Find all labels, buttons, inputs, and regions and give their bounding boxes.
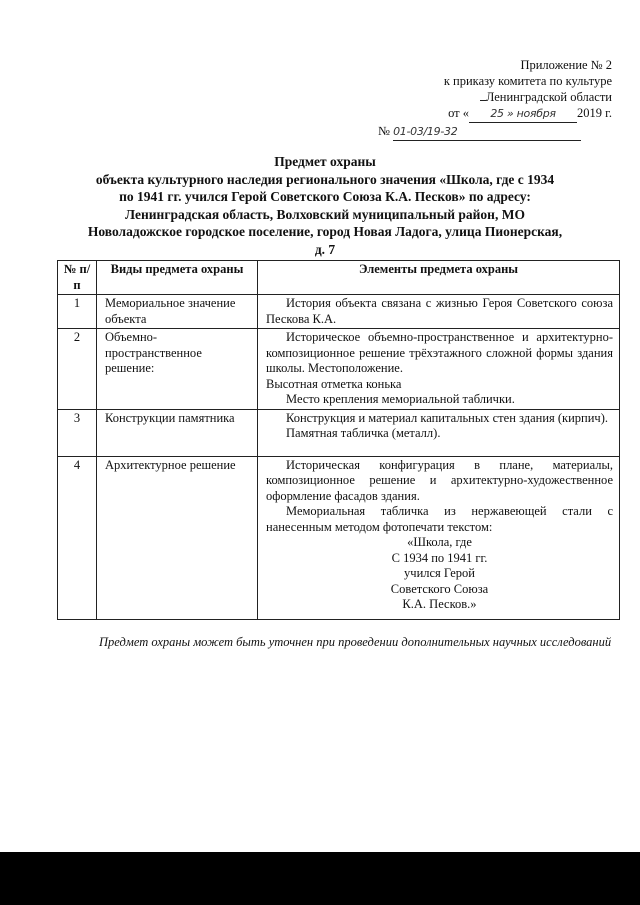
row-element-text: Памятная табличка (металл).: [286, 426, 441, 440]
row-num: 1: [58, 295, 97, 329]
appendix-date-line: от « 25 » ноября 2019 г.: [372, 105, 612, 123]
scan-border: [0, 852, 640, 905]
footnote: Предмет охраны может быть уточнен при проведении дополнительных научных исследований: [99, 635, 612, 649]
row-element-text: Историческое объемно-пространственное и архитектурно-композиционное решение трёхэтажного сложной формы здания школы. Местоположение.: [266, 330, 613, 375]
row-elements: [258, 295, 620, 329]
appendix-number-line: № 01-03/19-32: [372, 123, 612, 141]
plaque-line: «Школа, где: [407, 535, 472, 549]
plaque-text: [266, 535, 613, 613]
row-elements: [258, 329, 620, 410]
plaque-line: С 1934 по 1941 гг.: [391, 550, 488, 565]
row-element-text: Конструкция и материал капитальных стен здания (кирпич).: [286, 410, 609, 425]
row-elements: [258, 456, 620, 619]
protection-table: [57, 260, 620, 620]
header-elements: Элементы предмета охраны: [258, 261, 620, 295]
row-element-text: Высотная отметка конька: [266, 376, 402, 391]
plaque-line: учился Герой: [404, 566, 475, 580]
table-row: [58, 409, 620, 456]
header-kind: Виды предмета охраны: [97, 261, 258, 295]
heading-line-2: по 1941 гг. учился Герой Советского Союза К.А. Песков» по адресу:: [119, 189, 531, 204]
appendix-line-2: к приказу комитета по культуре: [443, 74, 612, 88]
row-kind: Мемориальное значение объекта: [97, 295, 258, 329]
plaque-line: К.А. Песков.»: [402, 597, 477, 611]
heading-title: Предмет охраны: [274, 154, 376, 169]
table-header-row: [58, 261, 620, 295]
heading-line-4: Новоладожское городское поселение, город Новая Ладога, улица Пионерская,: [87, 224, 563, 239]
row-kind: Конструкции памятника: [97, 409, 258, 456]
plaque-line: Советского Союза: [390, 581, 489, 596]
row-num: 3: [58, 409, 97, 456]
row-kind: Архитектурное решение: [97, 456, 258, 619]
table-row: [58, 329, 620, 410]
table-row: [58, 295, 620, 329]
row-element-text: Место крепления мемориальной таблички.: [286, 392, 515, 406]
handwritten-date: 25 » ноября: [469, 106, 577, 123]
row-elements: [258, 409, 620, 456]
appendix-block: [372, 57, 612, 141]
appendix-line-3: Ленинградской области: [372, 89, 612, 105]
row-element-text: Мемориальная табличка из нержавеющей стали с нанесенным методом фотопечати текстом:: [266, 504, 613, 534]
header-num: № п/п: [58, 261, 97, 295]
appendix-line-1: Приложение № 2: [520, 58, 612, 72]
row-kind: Объемно-пространственное решение:: [97, 329, 258, 410]
heading-line-5: д. 7: [314, 241, 336, 257]
row-num: 2: [58, 329, 97, 410]
handwritten-number: 01-03/19-32: [393, 124, 581, 141]
document-heading: [40, 153, 610, 258]
row-num: 4: [58, 456, 97, 619]
row-element-text: Историческая конфигурация в плане, материалы, композиционное решение и архитектурно-художественное оформление фасадов здания.: [266, 457, 613, 503]
row-element-text: История объекта связана с жизнью Героя Советского союза Пескова К.А.: [266, 296, 613, 326]
heading-line-1: объекта культурного наследия регионального значения «Школа, где с 1934: [95, 171, 555, 187]
heading-line-3: Ленинградская область, Волховский муниципальный район, МО: [125, 206, 525, 222]
table-row: [58, 456, 620, 619]
